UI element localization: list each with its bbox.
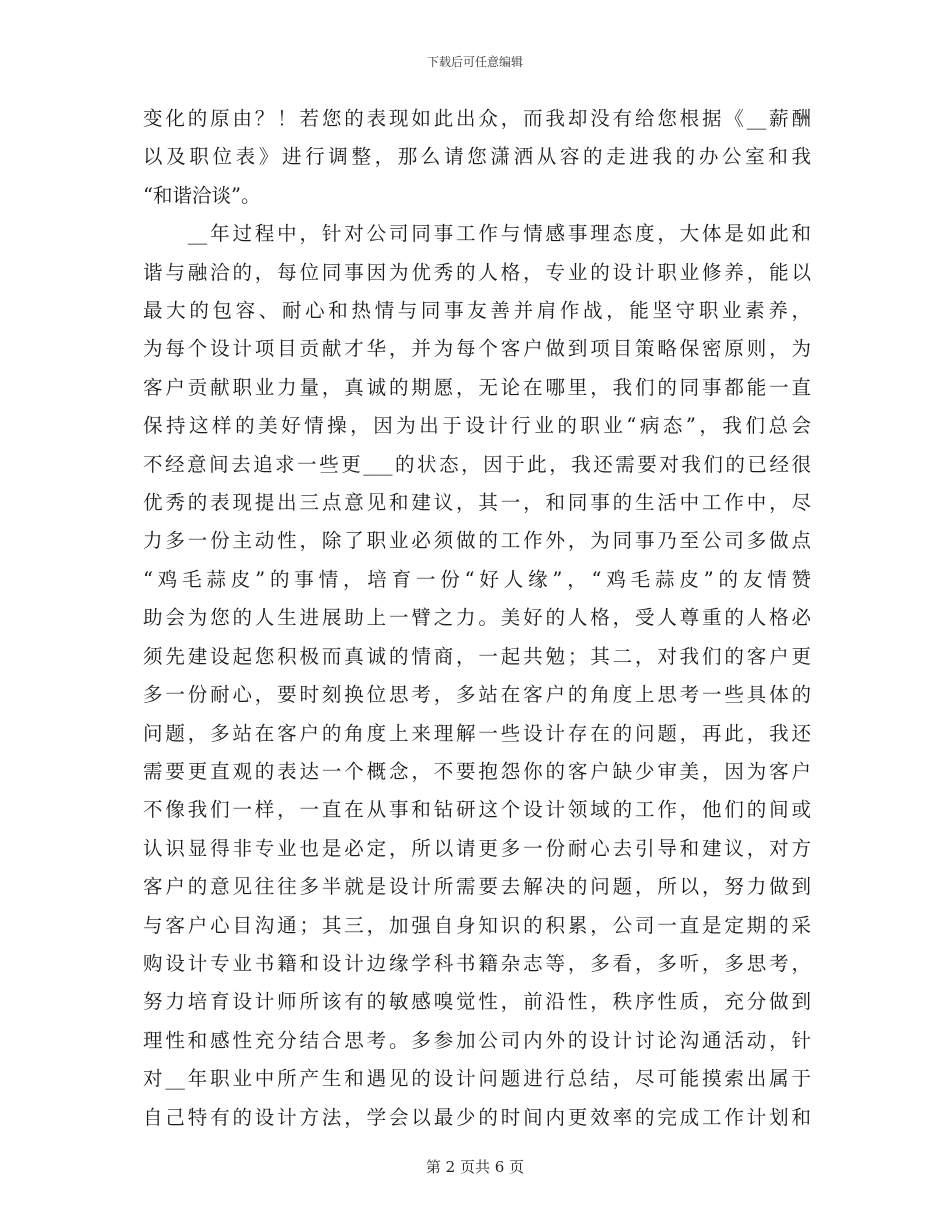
text-line: 为每个设计项目贡献才华，并为每个客户做到项目策略保密原则，为 <box>143 337 811 361</box>
text-line: 购设计专业书籍和设计边缘学科书籍杂志等，多看，多听，多思考， <box>143 951 811 975</box>
text-line: 不像我们一样，一直在从事和钻研这个设计领域的工作，他们的间或 <box>143 798 811 822</box>
page-header: 下载后可任意编辑 <box>426 55 523 69</box>
text-line: 助会为您的人生进展助上一臂之力。美好的人格，受人尊重的人格必 <box>143 606 811 630</box>
text-line: 客户的意见往往多半就是设计所需要去解决的问题，所以，努力做到 <box>143 875 811 899</box>
text-line: 问题，多站在客户的角度上来理解一些设计存在的问题，再此，我还 <box>143 721 811 745</box>
text-line: 多一份耐心，要时刻换位思考，多站在客户的角度上思考一些具体的 <box>143 683 811 707</box>
text-line: 认识显得非专业也是必定，所以请更多一份耐心去引导和建议，对方 <box>143 836 811 860</box>
text-line: 需要更直观的表达一个概念，不要抱怨你的客户缺少审美，因为客户 <box>143 759 811 783</box>
text-line: 努力培育设计师所该有的敏感嗅觉性，前沿性，秩序性质，充分做到 <box>143 990 811 1014</box>
text-line: 自己特有的设计方法，学会以最少的时间内更效率的完成工作计划和 <box>143 1105 811 1129</box>
text-line: 保持这样的美好情操，因为出于设计行业的职业“病态”，我们总会 <box>143 414 811 438</box>
text-line: 变化的原由？！若您的表现如此出众，而我却没有给您根据《__薪酬 <box>143 107 811 130</box>
text-line: 不经意间去追求一些更___的状态，因于此，我还需要对我们的已经很 <box>143 452 811 476</box>
text-line: 与客户心目沟通；其三，加强自身知识的积累，公司一直是定期的采 <box>143 913 811 937</box>
text-line: 理性和感性充分结合思考。多参加公司内外的设计讨论沟通活动，针 <box>143 1028 811 1052</box>
document-body <box>143 100 811 1137</box>
text-line: 优秀的表现提出三点意见和建议，其一，和同事的生活中工作中，尽 <box>143 491 811 515</box>
text-line: 客户贡献职业力量，真诚的期愿，无论在哪里，我们的同事都能一直 <box>143 375 811 399</box>
text-line: 最大的包容、耐心和热情与同事友善并肩作战，能坚守职业素养， <box>143 299 811 323</box>
text-line: 以及职位表》进行调整，那么请您潇洒从容的走进我的办公室和我 <box>143 145 811 169</box>
text-line: 力多一份主动性，除了职业必须做的工作外，为同事乃至公司多做点 <box>143 529 811 553</box>
text-line: 谐与融洽的，每位同事因为优秀的人格，专业的设计职业修养，能以 <box>143 260 811 284</box>
page-number: 第 2 页共 6 页 <box>425 1158 525 1176</box>
text-line: __年过程中，针对公司同事工作与情感事理态度，大体是如此和 <box>143 222 811 246</box>
text-line: “和谐洽谈”。 <box>143 183 261 207</box>
text-line: “鸡毛蒜皮”的事情，培育一份“好人缘”，“鸡毛蒜皮”的友情赞 <box>143 567 811 591</box>
text-line: 对__年职业中所产生和遇见的设计问题进行总结，尽可能摸索出属于 <box>143 1067 811 1091</box>
text-line: 须先建设起您积极而真诚的情商，一起共勉；其二，对我们的客户更 <box>143 644 811 668</box>
